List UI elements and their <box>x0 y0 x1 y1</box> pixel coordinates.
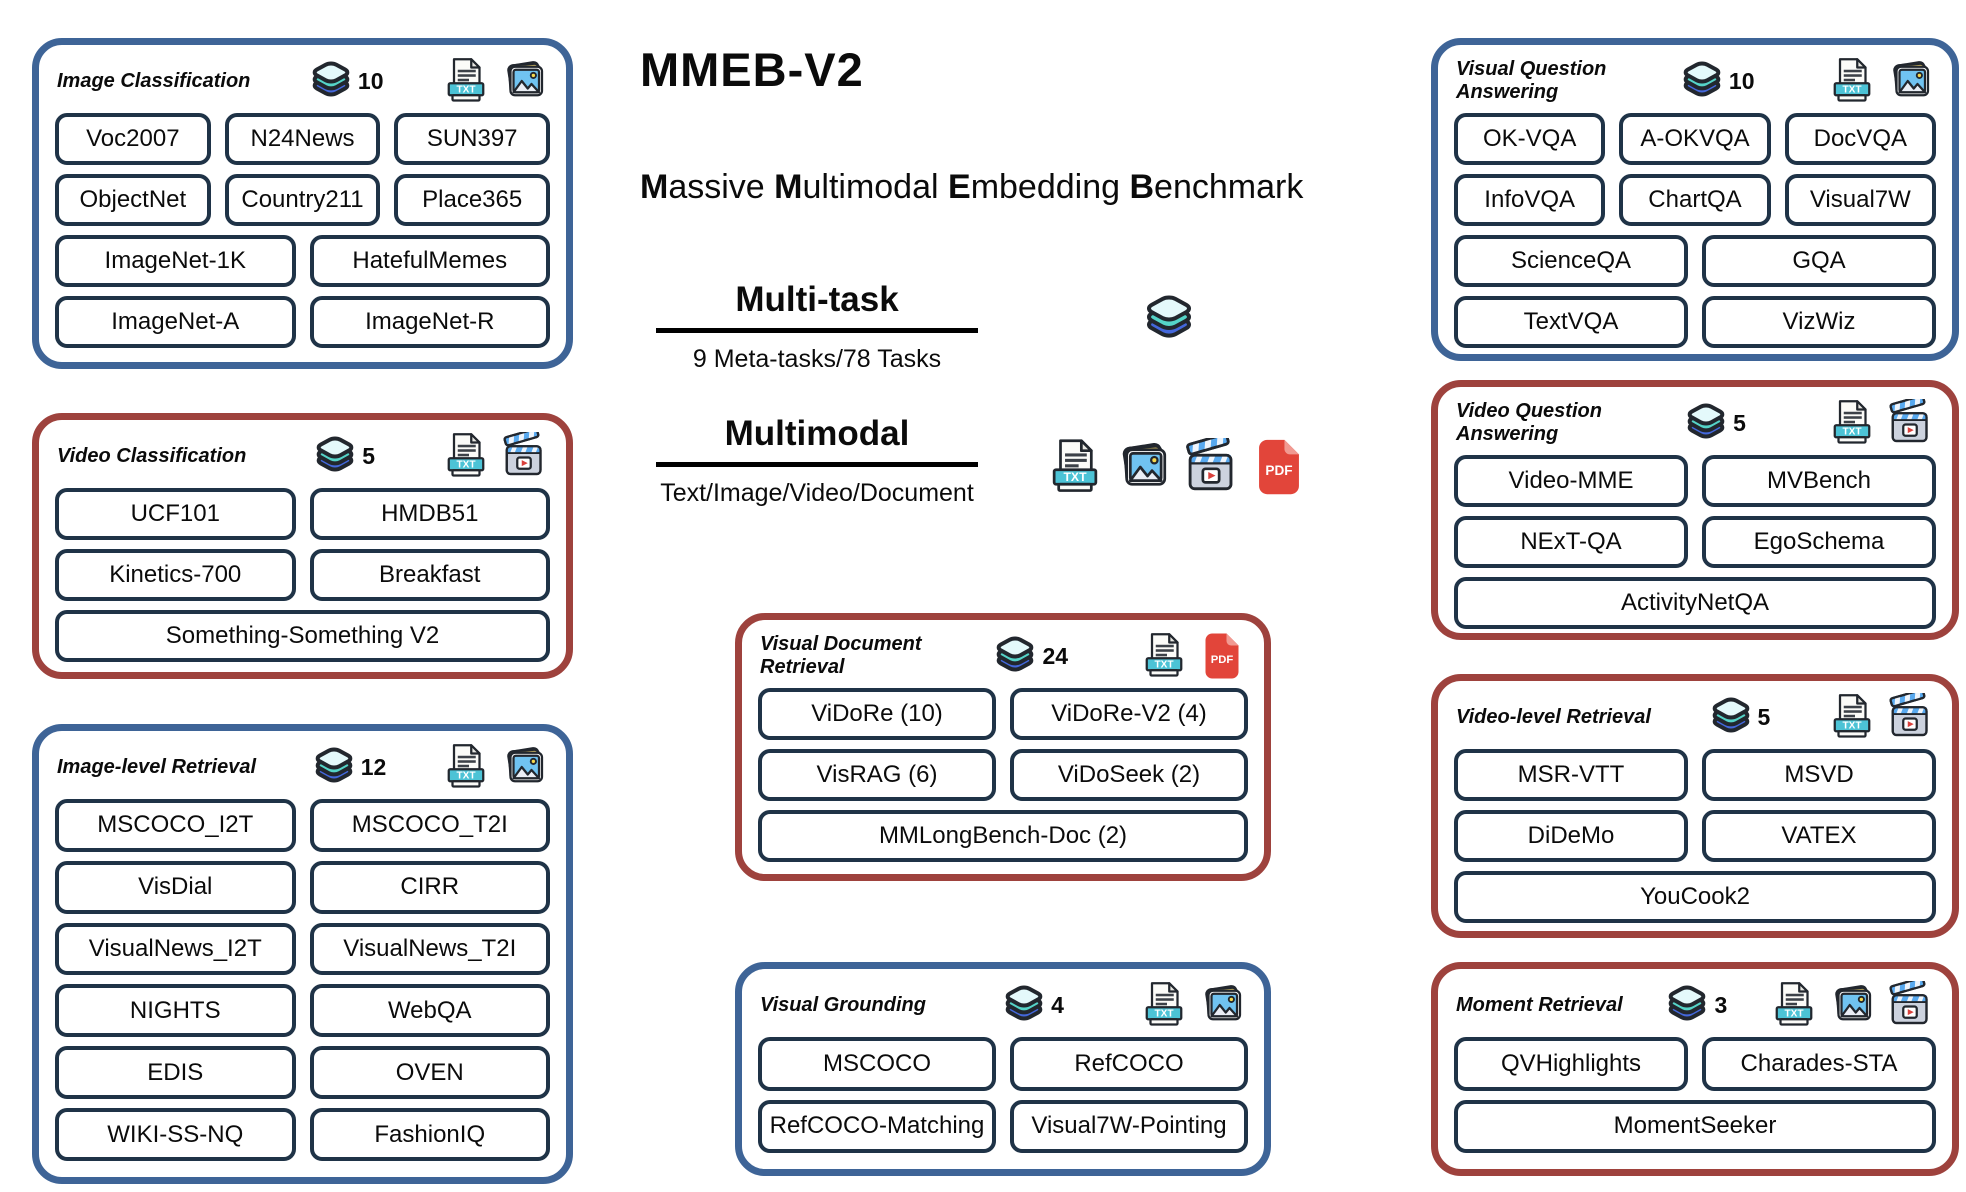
dataset-row <box>1454 113 1936 165</box>
dataset-row <box>1454 749 1936 801</box>
modality-icons <box>1828 57 1934 105</box>
dataset-pill-Place365: Place365 <box>394 174 550 226</box>
txt-icon <box>1828 57 1876 105</box>
task-count <box>1709 695 1771 739</box>
category-card-moment-retrieval <box>1431 962 1959 1176</box>
dataset-row <box>1454 1037 1936 1091</box>
subtitle-segment: E <box>948 168 971 206</box>
category-card-visual-grounding <box>735 962 1271 1176</box>
dataset-row <box>1454 516 1936 568</box>
svg-text:PDF: PDF <box>1265 463 1293 479</box>
task-count <box>313 434 375 478</box>
dataset-row <box>55 235 550 287</box>
dataset-pill-Video-MME: Video-MME <box>1454 455 1688 507</box>
layers-icon <box>993 634 1037 678</box>
category-card-image-level-retrieval <box>32 724 573 1184</box>
task-count <box>993 634 1068 678</box>
subtitle-segment: M <box>640 168 669 206</box>
card-header <box>1454 57 1936 109</box>
card-header <box>55 57 550 109</box>
dataset-row <box>55 113 550 165</box>
dataset-pill-HMDB51: HMDB51 <box>310 488 551 540</box>
card-body <box>758 684 1248 862</box>
layers-icon <box>1709 695 1753 739</box>
dataset-row <box>1454 1100 1936 1154</box>
dataset-pill-Voc2007: Voc2007 <box>55 113 211 165</box>
dataset-pill-DocVQA: DocVQA <box>1785 113 1936 165</box>
dataset-pill-VisRAG (6): VisRAG (6) <box>758 749 996 801</box>
dataset-pill-YouCook2: YouCook2 <box>1454 871 1936 923</box>
card-header <box>55 432 550 484</box>
layers-icon <box>1142 292 1196 346</box>
svg-text:TXT: TXT <box>1842 84 1862 96</box>
dataset-row <box>55 296 550 348</box>
dataset-pill-Kinetics-700: Kinetics-700 <box>55 549 296 601</box>
dataset-row <box>1454 455 1936 507</box>
dataset-row <box>55 923 550 976</box>
svg-text:TXT: TXT <box>1063 470 1087 485</box>
dataset-pill-UCF101: UCF101 <box>55 488 296 540</box>
dataset-pill-RefCOCO-Matching: RefCOCO-Matching <box>758 1100 996 1154</box>
dataset-row <box>1454 235 1936 287</box>
dataset-pill-VisualNews_T2I: VisualNews_T2I <box>310 923 551 976</box>
svg-text:TXT: TXT <box>1842 426 1862 438</box>
task-count <box>1665 983 1727 1027</box>
card-body <box>1454 109 1936 348</box>
subtitle <box>640 168 1303 207</box>
dataset-pill-SUN397: SUN397 <box>394 113 550 165</box>
dataset-pill-OVEN: OVEN <box>310 1046 551 1099</box>
dataset-pill-MSR-VTT: MSR-VTT <box>1454 749 1688 801</box>
svg-text:TXT: TXT <box>456 770 476 782</box>
multimodal-subtext: Text/Image/Video/Document <box>660 479 974 507</box>
dataset-pill-VisualNews_I2T: VisualNews_I2T <box>55 923 296 976</box>
card-title: Moment Retrieval <box>1456 993 1623 1016</box>
layers-icon <box>313 434 357 478</box>
layers-icon <box>312 745 356 789</box>
multi-task-subtext: 9 Meta-tasks/78 Tasks <box>692 345 942 373</box>
card-header <box>1454 693 1936 745</box>
task-count-number: 4 <box>1051 991 1064 1018</box>
category-card-video-question-answering <box>1431 380 1959 640</box>
dataset-pill-HatefulMemes: HatefulMemes <box>310 235 551 287</box>
video-icon <box>1886 399 1934 447</box>
txt-icon <box>1140 981 1188 1029</box>
dataset-pill-VizWiz: VizWiz <box>1702 296 1936 348</box>
txt-icon <box>1828 399 1876 447</box>
dataset-row <box>55 174 550 226</box>
dataset-row <box>1454 296 1936 348</box>
image-icon <box>1828 981 1876 1029</box>
dataset-pill-VisDial: VisDial <box>55 861 296 914</box>
image-icon <box>500 57 548 105</box>
dataset-row <box>55 1046 550 1099</box>
dataset-row <box>758 749 1248 801</box>
txt-icon <box>1828 693 1876 741</box>
task-count <box>309 59 384 103</box>
dataset-row <box>55 1108 550 1161</box>
dataset-pill-MSCOCO: MSCOCO <box>758 1037 996 1091</box>
dataset-pill-Charades-STA: Charades-STA <box>1702 1037 1936 1091</box>
card-title: Visual Document Retrieval <box>760 633 922 678</box>
txt-icon <box>442 432 490 480</box>
dataset-pill-ScienceQA: ScienceQA <box>1454 235 1688 287</box>
dataset-pill-A-OKVQA: A-OKVQA <box>1619 113 1770 165</box>
task-count-number: 10 <box>1728 67 1755 94</box>
dataset-row <box>758 1037 1248 1091</box>
dataset-pill-RefCOCO: RefCOCO <box>1010 1037 1248 1091</box>
dataset-row <box>1454 810 1936 862</box>
dataset-pill-TextVQA: TextVQA <box>1454 296 1688 348</box>
dataset-pill-WebQA: WebQA <box>310 984 551 1037</box>
dataset-row <box>55 861 550 914</box>
card-title: Video Classification <box>57 444 247 467</box>
dataset-pill-ActivityNetQA: ActivityNetQA <box>1454 577 1936 629</box>
dataset-pill-ViDoRe (10): ViDoRe (10) <box>758 688 996 740</box>
underline <box>656 462 978 467</box>
dataset-pill-DiDeMo: DiDeMo <box>1454 810 1688 862</box>
svg-text:TXT: TXT <box>1842 720 1862 732</box>
dataset-pill-ImageNet-A: ImageNet-A <box>55 296 296 348</box>
dataset-row <box>1454 871 1936 923</box>
card-header <box>758 981 1248 1033</box>
dataset-pill-MVBench: MVBench <box>1702 455 1936 507</box>
card-body <box>1454 745 1936 923</box>
card-body <box>55 484 550 662</box>
pdf-icon <box>1250 438 1308 496</box>
task-count-number: 5 <box>1733 409 1746 436</box>
card-body <box>758 1033 1248 1153</box>
subtitle-segment: mbedding <box>970 168 1130 206</box>
category-card-video-classification <box>32 413 573 679</box>
txt-icon <box>442 57 490 105</box>
multi-task-section <box>656 280 978 374</box>
svg-text:PDF: PDF <box>1210 653 1234 666</box>
layers-icon <box>1680 59 1724 103</box>
video-icon <box>1182 438 1240 496</box>
pdf-icon <box>1198 632 1246 680</box>
dataset-pill-ChartQA: ChartQA <box>1619 174 1770 226</box>
dataset-pill-MMLongBench-Doc (2): MMLongBench-Doc (2) <box>758 810 1248 862</box>
multimodal-section <box>656 414 978 508</box>
task-count-number: 10 <box>357 67 384 94</box>
category-card-video-level-retrieval <box>1431 674 1959 938</box>
card-header <box>758 632 1248 684</box>
subtitle-segment: ultimodal <box>802 168 948 206</box>
dataset-pill-Visual7W-Pointing: Visual7W-Pointing <box>1010 1100 1248 1154</box>
dataset-pill-N24News: N24News <box>225 113 381 165</box>
layers-icon <box>1684 401 1728 445</box>
layers-icon <box>1665 983 1709 1027</box>
image-icon <box>1198 981 1246 1029</box>
task-count <box>1680 59 1755 103</box>
card-header <box>55 743 550 795</box>
task-count <box>312 745 387 789</box>
dataset-pill-NExT-QA: NExT-QA <box>1454 516 1688 568</box>
task-count-number: 3 <box>1714 991 1728 1018</box>
modality-icons <box>1828 693 1934 741</box>
dataset-row <box>758 1100 1248 1154</box>
txt-icon <box>1770 981 1818 1029</box>
dataset-pill-FashionIQ: FashionIQ <box>310 1108 551 1161</box>
task-count <box>1002 983 1064 1027</box>
dataset-pill-MSCOCO_I2T: MSCOCO_I2T <box>55 799 296 852</box>
dataset-pill-ViDoSeek (2): ViDoSeek (2) <box>1010 749 1248 801</box>
page-title: MMEB-V2 <box>640 43 864 96</box>
card-title: Image Classification <box>57 69 251 92</box>
dataset-pill-VATEX: VATEX <box>1702 810 1936 862</box>
category-card-visual-document-retrieval <box>735 613 1271 881</box>
modality-icons <box>442 743 548 791</box>
dataset-pill-MSCOCO_T2I: MSCOCO_T2I <box>310 799 551 852</box>
dataset-row <box>55 549 550 601</box>
video-icon <box>500 432 548 480</box>
dataset-pill-WIKI-SS-NQ: WIKI-SS-NQ <box>55 1108 296 1161</box>
card-title: Image-level Retrieval <box>57 755 256 778</box>
multi-task-heading: Multi-task <box>735 280 899 319</box>
modality-icons <box>1770 981 1934 1029</box>
dataset-pill-GQA: GQA <box>1702 235 1936 287</box>
subtitle-segment: B <box>1129 168 1155 206</box>
card-header <box>1454 981 1936 1033</box>
subtitle-segment: enchmark <box>1154 168 1304 206</box>
subtitle-segment: M <box>774 168 803 206</box>
modality-icons <box>1828 399 1934 447</box>
dataset-row <box>55 610 550 662</box>
dataset-row <box>1454 577 1936 629</box>
task-count <box>1684 401 1746 445</box>
dataset-pill-ImageNet-1K: ImageNet-1K <box>55 235 296 287</box>
dataset-pill-InfoVQA: InfoVQA <box>1454 174 1605 226</box>
svg-text:TXT: TXT <box>1154 659 1174 671</box>
dataset-row <box>1454 174 1936 226</box>
multi-task-icons <box>1142 292 1196 351</box>
modality-icons <box>1140 981 1246 1029</box>
task-count-number: 5 <box>362 442 376 469</box>
multimodal-heading: Multimodal <box>724 414 910 453</box>
card-body <box>55 109 550 348</box>
dataset-pill-NIGHTS: NIGHTS <box>55 984 296 1037</box>
task-count-number: 12 <box>360 753 387 780</box>
modality-icons <box>442 432 548 480</box>
svg-text:TXT: TXT <box>456 459 476 471</box>
multimodal-icons <box>1046 438 1308 496</box>
dataset-row <box>758 810 1248 862</box>
dataset-pill-Breakfast: Breakfast <box>310 549 551 601</box>
dataset-pill-QVHighlights: QVHighlights <box>1454 1037 1688 1091</box>
card-body <box>55 795 550 1161</box>
card-body <box>1454 1033 1936 1153</box>
dataset-pill-ViDoRe-V2 (4): ViDoRe-V2 (4) <box>1010 688 1248 740</box>
dataset-pill-Something-Something V2: Something-Something V2 <box>55 610 550 662</box>
dataset-pill-Country211: Country211 <box>225 174 381 226</box>
dataset-pill-MSVD: MSVD <box>1702 749 1936 801</box>
category-card-visual-question-answering <box>1431 38 1959 361</box>
card-header <box>1454 399 1936 451</box>
video-icon <box>1886 981 1934 1029</box>
task-count-number: 5 <box>1757 703 1771 730</box>
video-icon <box>1886 693 1934 741</box>
card-title: Video Question Answering <box>1456 400 1602 445</box>
card-title: Visual Question Answering <box>1456 58 1607 103</box>
modality-icons <box>442 57 548 105</box>
image-icon <box>500 743 548 791</box>
dataset-row <box>55 799 550 852</box>
txt-icon <box>1140 632 1188 680</box>
dataset-pill-EDIS: EDIS <box>55 1046 296 1099</box>
subtitle-segment: assive <box>668 168 775 206</box>
image-icon <box>1886 57 1934 105</box>
dataset-row <box>758 688 1248 740</box>
modality-icons <box>1140 632 1246 680</box>
dataset-pill-CIRR: CIRR <box>310 861 551 914</box>
svg-text:TXT: TXT <box>456 84 476 96</box>
card-body <box>1454 451 1936 629</box>
category-card-image-classification <box>32 38 573 369</box>
txt-icon <box>1046 438 1104 496</box>
card-title: Visual Grounding <box>760 993 926 1016</box>
txt-icon <box>442 743 490 791</box>
card-title: Video-level Retrieval <box>1456 705 1651 728</box>
task-count-number: 24 <box>1042 642 1069 669</box>
layers-icon <box>1002 983 1046 1027</box>
dataset-row <box>55 984 550 1037</box>
dataset-pill-Visual7W: Visual7W <box>1785 174 1936 226</box>
layers-icon <box>309 59 353 103</box>
dataset-row <box>55 488 550 540</box>
dataset-pill-OK-VQA: OK-VQA <box>1454 113 1605 165</box>
svg-text:TXT: TXT <box>1784 1008 1804 1020</box>
dataset-pill-ImageNet-R: ImageNet-R <box>310 296 551 348</box>
underline <box>656 328 978 333</box>
image-icon <box>1114 438 1172 496</box>
dataset-pill-ObjectNet: ObjectNet <box>55 174 211 226</box>
svg-text:TXT: TXT <box>1154 1008 1174 1020</box>
dataset-pill-MomentSeeker: MomentSeeker <box>1454 1100 1936 1154</box>
dataset-pill-EgoSchema: EgoSchema <box>1702 516 1936 568</box>
